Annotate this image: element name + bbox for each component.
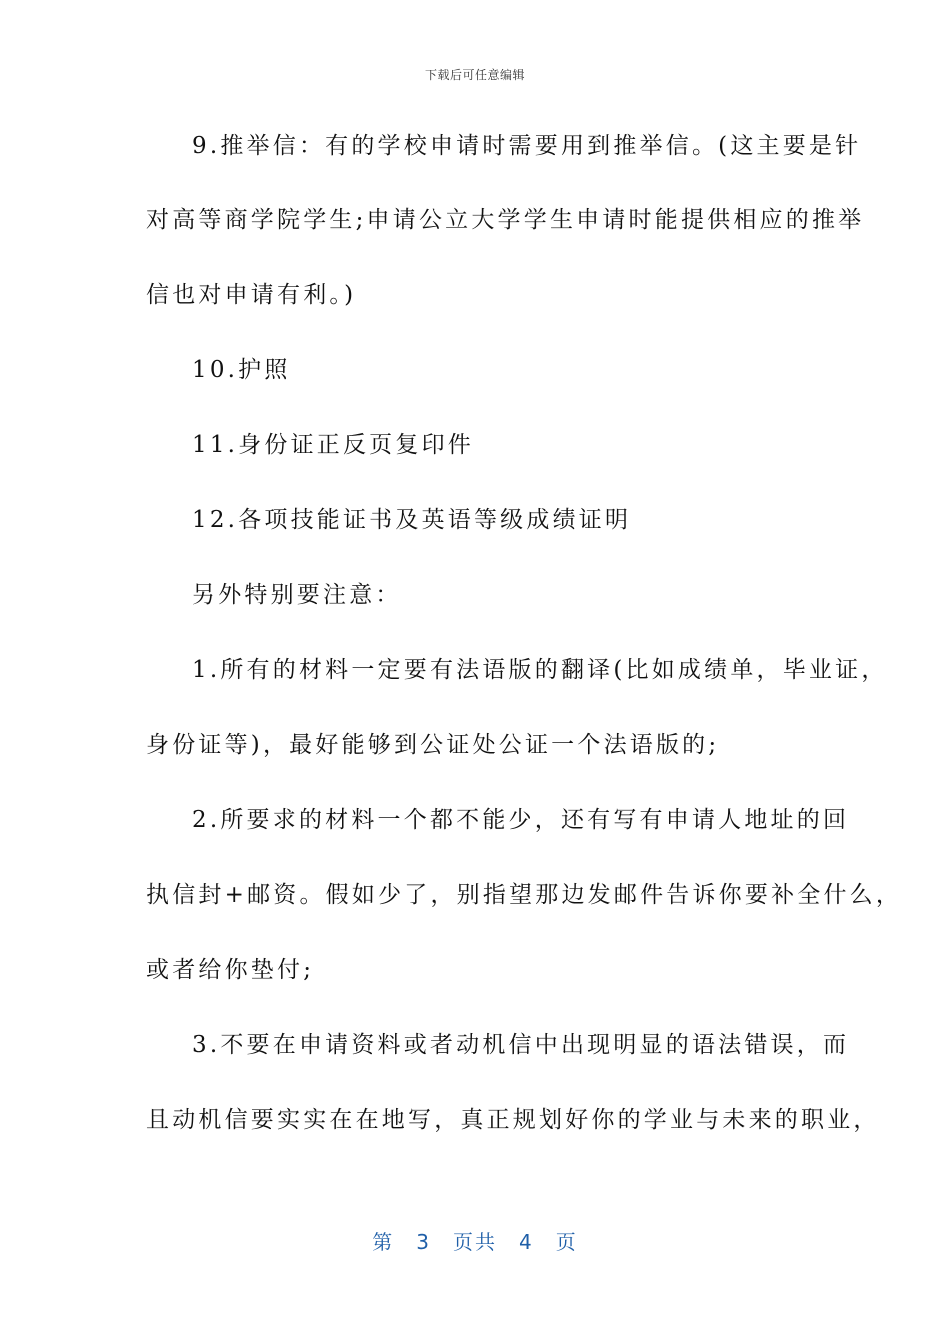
paragraph-line: 身份证等)，最好能够到公证处公证一个法语版的; — [146, 732, 720, 758]
paragraph-line: 另外特别要注意： — [192, 582, 402, 608]
current-page-number: 3 — [416, 1230, 431, 1254]
page-label-prefix: 第 — [372, 1230, 395, 1254]
paragraph-line: 9.推举信：有的学校申请时需要用到推举信。(这主要是针 — [192, 133, 862, 159]
paragraph-line: 执信封+邮资。假如少了，别指望那边发邮件告诉你要补全什么， — [146, 882, 903, 908]
header-note: 下载后可任意编辑 — [424, 68, 525, 82]
page-label-suffix: 页 — [555, 1230, 578, 1254]
paragraph-line: 且动机信要实实在在地写，真正规划好你的学业与未来的职业， — [146, 1107, 880, 1133]
paragraph-line: 12.各项技能证书及英语等级成绩证明 — [192, 507, 632, 533]
paragraph-line: 信也对申请有利。) — [146, 282, 357, 308]
paragraph-line: 1.所有的材料一定要有法语版的翻译(比如成绩单，毕业证， — [192, 657, 888, 683]
paragraph-line: 或者给你垫付; — [146, 957, 315, 983]
paragraph-line: 10.护照 — [192, 357, 291, 383]
paragraph-line: 3.不要在申请资料或者动机信中出现明显的语法错误，而 — [192, 1032, 850, 1058]
paragraph-line: 2.所要求的材料一个都不能少，还有写有申请人地址的回 — [192, 807, 850, 833]
page-label-mid: 页共 — [453, 1230, 497, 1254]
paragraph-line: 11.身份证正反页复印件 — [192, 432, 474, 458]
page-footer — [0, 1226, 950, 1255]
paragraph-line: 对高等商学院学生;申请公立大学学生申请时能提供相应的推举 — [146, 207, 865, 233]
total-pages-number: 4 — [519, 1230, 534, 1254]
